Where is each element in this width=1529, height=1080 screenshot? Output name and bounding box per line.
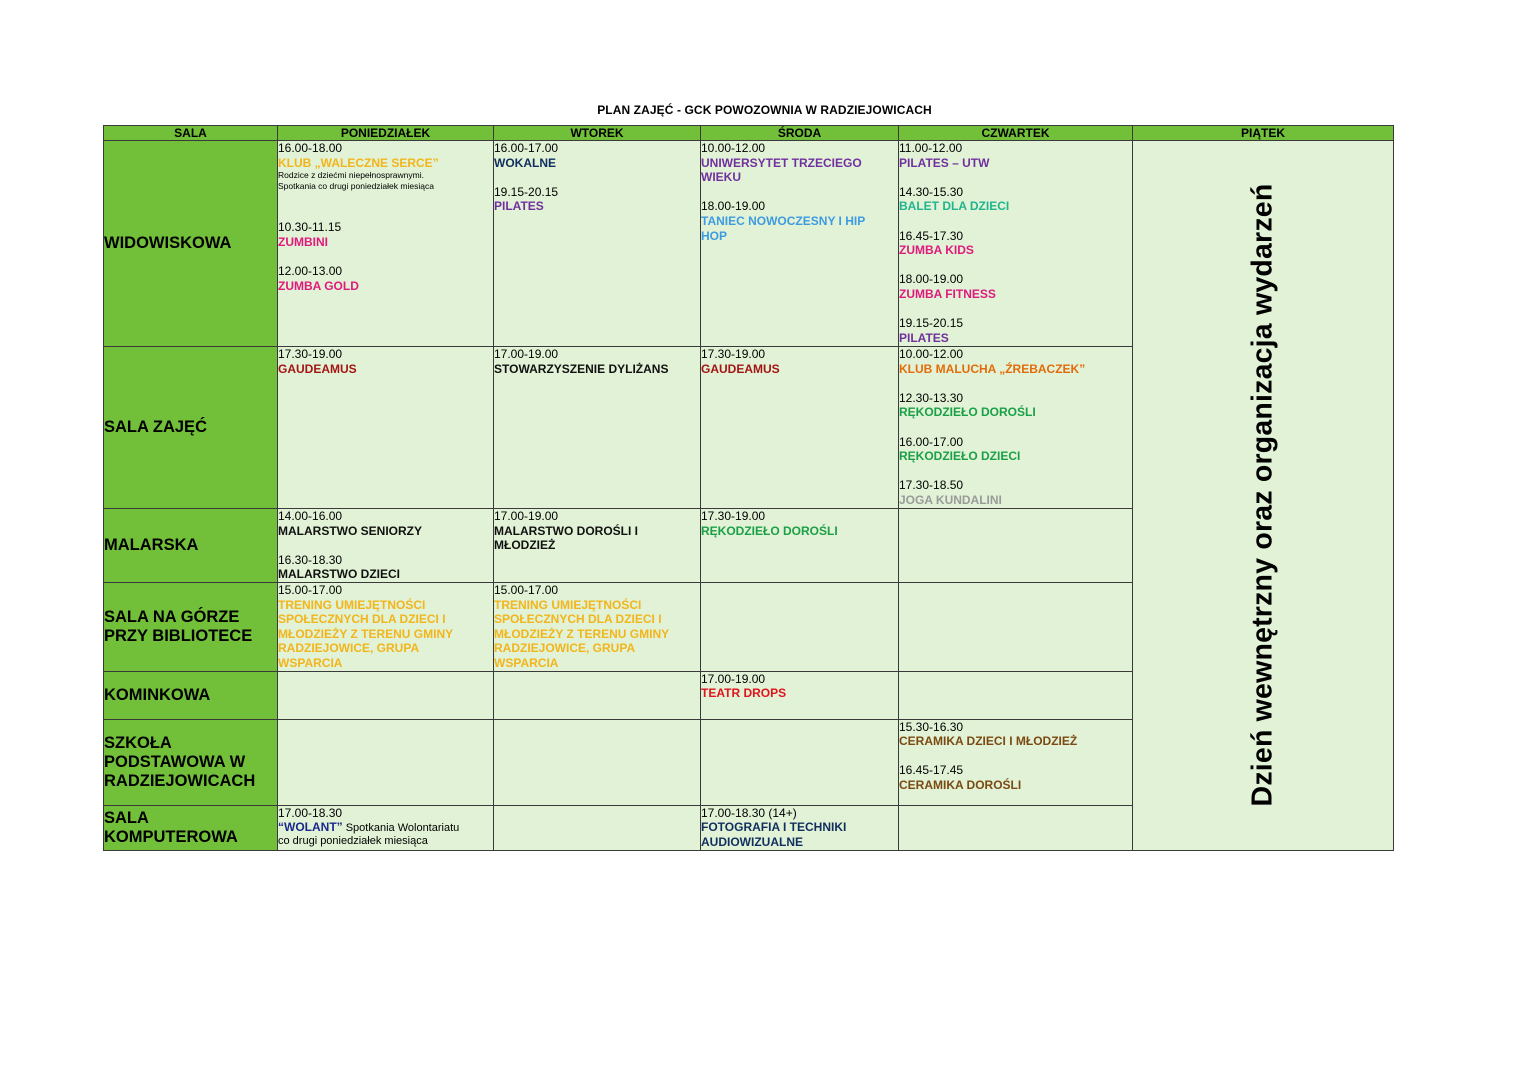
event-name: RADZIEJOWICE, GRUPA	[278, 641, 420, 656]
event	[899, 347, 1132, 376]
event	[494, 347, 700, 376]
cell-szkola-tuesday	[494, 719, 701, 805]
cell-widowiskowa-thursday	[899, 141, 1133, 347]
header-sala: SALA	[104, 126, 278, 141]
room-label: KOMPUTEROWA	[104, 827, 238, 846]
event-name: SPOŁECZNYCH DLA DZIECI I	[278, 612, 446, 627]
event	[278, 553, 493, 582]
event	[494, 185, 700, 214]
cell-kominkowa-thursday	[899, 671, 1133, 719]
room-label: SALA ZAJĘĆ	[104, 418, 207, 436]
event-name: ZUMBA KIDS	[899, 243, 974, 258]
event-time: 17.30-19.00	[701, 347, 766, 361]
cell-malarska-monday	[278, 509, 494, 583]
event	[899, 720, 1132, 749]
event-note: Spotkania co drugi poniedziałek miesiąca	[278, 180, 434, 191]
row-widowiskowa	[104, 141, 1394, 347]
event-time: 17.00-19.00	[494, 509, 559, 523]
cell-sala-na-gorze-wednesday	[701, 583, 899, 672]
event-note: Spotkania Wolontariatu	[345, 822, 460, 835]
event-time: 16.45-17.45	[899, 763, 964, 778]
event-time: 17.00-18.30 (14+)	[701, 805, 797, 820]
header-monday: PONIEDZIAŁEK	[278, 126, 494, 141]
event-time: 12.00-13.00	[278, 263, 343, 278]
event	[899, 435, 1132, 464]
event	[899, 229, 1132, 258]
room-widowiskowa	[104, 141, 278, 347]
event	[494, 509, 700, 553]
cell-komputerowa-tuesday	[494, 805, 701, 850]
room-szkola	[104, 719, 278, 805]
event-name: WSPARCIA	[278, 655, 343, 670]
event-time: 17.00-19.00	[701, 671, 766, 686]
event-name: “WOLANT”	[278, 820, 343, 835]
cell-sala-zajec-monday	[278, 347, 494, 509]
event	[278, 264, 493, 293]
event	[278, 220, 493, 249]
event-name: RADZIEJOWICE, GRUPA	[494, 641, 636, 656]
event-time: 16.00-17.00	[494, 141, 559, 155]
event	[278, 347, 493, 376]
cell-friday	[1133, 141, 1394, 851]
event-note: co drugi poniedziałek miesiąca	[278, 835, 428, 848]
event-name: SPOŁECZNYCH DLA DZIECI I	[494, 612, 662, 627]
cell-sala-na-gorze-monday	[278, 583, 494, 672]
room-label: SALA NA GÓRZE	[104, 607, 240, 626]
friday-note: Dzień wewnętrzny oraz organizacja wydarzeń	[1246, 183, 1279, 807]
event-time: 15.30-16.30	[899, 719, 964, 734]
event-time: 19.15-20.15	[899, 316, 964, 331]
event-name: GAUDEAMUS	[701, 361, 780, 376]
cell-szkola-wednesday	[701, 719, 899, 805]
event-name: MŁODZIEŻ	[494, 538, 556, 553]
event-time: 16.30-18.30	[278, 552, 343, 567]
cell-komputerowa-monday	[278, 805, 494, 850]
event	[899, 316, 1132, 345]
event-name: RĘKODZIEŁO DOROŚLI	[701, 523, 838, 538]
event-name: MALARSTWO SENIORZY	[278, 523, 422, 538]
event	[494, 583, 700, 671]
cell-szkola-monday	[278, 719, 494, 805]
event	[701, 199, 898, 243]
event-time: 17.30-19.00	[278, 347, 343, 361]
event-name: FOTOGRAFIA I TECHNIKI	[701, 820, 847, 835]
event-time: 14.30-15.30	[899, 184, 964, 199]
event-name: WIEKU	[701, 170, 741, 185]
room-sala-na-gorze	[104, 583, 278, 672]
room-label: MALARSKA	[104, 536, 199, 554]
room-label: RADZIEJOWICACH	[104, 771, 256, 790]
event	[701, 141, 898, 185]
event-name: MALARSTWO DZIECI	[278, 567, 400, 582]
header-row	[104, 126, 1394, 141]
event-time: 17.00-18.30	[278, 805, 343, 820]
event-name: HOP	[701, 228, 728, 243]
event	[278, 509, 493, 538]
cell-malarska-tuesday	[494, 509, 701, 583]
event-name: CERAMIKA DOROŚLI	[899, 777, 1022, 792]
header-tuesday: WTOREK	[494, 126, 701, 141]
event-time: 12.30-13.30	[899, 390, 964, 405]
event	[899, 141, 1132, 170]
event-time: 18.00-19.00	[701, 199, 766, 214]
event	[701, 806, 898, 850]
event-time: 15.00-17.00	[278, 583, 343, 597]
room-komputerowa	[104, 805, 278, 850]
cell-widowiskowa-tuesday	[494, 141, 701, 347]
event-name: MŁODZIEŻY Z TERENU GMINY	[278, 626, 454, 641]
event	[899, 763, 1132, 792]
event-time: 10.00-12.00	[899, 347, 964, 361]
cell-szkola-thursday	[899, 719, 1133, 805]
event	[278, 806, 493, 849]
event-name: PILATES – UTW	[899, 155, 990, 170]
header-wednesday: ŚRODA	[701, 126, 899, 141]
event	[701, 672, 898, 701]
event	[701, 347, 898, 376]
cell-sala-na-gorze-thursday	[899, 583, 1133, 672]
event-name: KLUB MALUCHA „ŹREBACZEK”	[899, 361, 1086, 376]
event-time: 16.45-17.30	[899, 228, 964, 243]
cell-komputerowa-thursday	[899, 805, 1133, 850]
event-time: 19.15-20.15	[494, 184, 559, 199]
event-time: 17.00-19.00	[494, 347, 559, 361]
room-label: SALA	[104, 808, 149, 827]
event-name: ZUMBA FITNESS	[899, 286, 996, 301]
event	[899, 185, 1132, 214]
event-name: WOKALNE	[494, 155, 556, 170]
room-malarska	[104, 509, 278, 583]
header-thursday: CZWARTEK	[899, 126, 1133, 141]
event-name: RĘKODZIEŁO DZIECI	[899, 449, 1021, 464]
event-name: TRENING UMIEJĘTNOŚCI	[494, 597, 642, 612]
cell-kominkowa-monday	[278, 671, 494, 719]
room-label: WIDOWISKOWA	[104, 234, 232, 252]
room-label: KOMINKOWA	[104, 685, 211, 704]
cell-sala-zajec-thursday	[899, 347, 1133, 509]
cell-malarska-thursday	[899, 509, 1133, 583]
event-note: Rodzice z dziećmi niepełnosprawnymi.	[278, 170, 424, 181]
event	[278, 583, 493, 671]
cell-malarska-wednesday	[701, 509, 899, 583]
event-time: 17.30-18.50	[899, 478, 964, 493]
event-name: TEATR DROPS	[701, 686, 787, 701]
event-time: 15.00-17.00	[494, 583, 559, 597]
event-name: BALET DLA DZIECI	[899, 199, 1010, 214]
cell-kominkowa-wednesday	[701, 671, 899, 719]
room-label: PODSTAWOWA W	[104, 752, 246, 771]
room-kominkowa	[104, 671, 278, 719]
event-time: 10.30-11.15	[278, 220, 342, 235]
header-friday: PIĄTEK	[1133, 126, 1394, 141]
cell-sala-zajec-tuesday	[494, 347, 701, 509]
schedule-table	[103, 125, 1394, 851]
cell-sala-zajec-wednesday	[701, 347, 899, 509]
event-time: 17.30-19.00	[701, 509, 766, 523]
event-name: PILATES	[899, 330, 949, 345]
event-name: TRENING UMIEJĘTNOŚCI	[278, 597, 426, 612]
event	[899, 272, 1132, 301]
event-name: STOWARZYSZENIE DYLIŻANS	[494, 361, 669, 376]
cell-kominkowa-tuesday	[494, 671, 701, 719]
event-time: 14.00-16.00	[278, 509, 343, 523]
event-name: ZUMBA GOLD	[278, 278, 359, 293]
event-name: AUDIOWIZUALNE	[701, 834, 803, 849]
event-name: KLUB „WALECZNE SERCE”	[278, 155, 439, 170]
event-name: MŁODZIEŻY Z TERENU GMINY	[494, 626, 670, 641]
event-name: GAUDEAMUS	[278, 361, 357, 376]
page-title: PLAN ZAJĘĆ - GCK POWOZOWNIA W RADZIEJOWICACH	[597, 103, 932, 117]
event-name: WSPARCIA	[494, 655, 559, 670]
event-time: 18.00-19.00	[899, 272, 964, 287]
event-name: JOGA KUNDALINI	[899, 492, 1002, 507]
room-label: SZKOŁA	[104, 733, 172, 752]
event	[899, 391, 1132, 420]
event-name: UNIWERSYTET TRZECIEGO	[701, 155, 862, 170]
event-name: RĘKODZIEŁO DOROŚLI	[899, 405, 1036, 420]
event	[701, 509, 898, 538]
event-name: PILATES	[494, 199, 544, 214]
event-name: TANIEC NOWOCZESNY I HIP	[701, 213, 866, 228]
event-name: MALARSTWO DOROŚLI I	[494, 523, 638, 538]
cell-sala-na-gorze-tuesday	[494, 583, 701, 672]
room-sala-zajec	[104, 347, 278, 509]
cell-widowiskowa-monday	[278, 141, 494, 347]
room-label: PRZY BIBLIOTECE	[104, 626, 253, 645]
event-name: ZUMBINI	[278, 234, 328, 249]
event	[278, 141, 493, 191]
event-time: 10.00-12.00	[701, 141, 766, 155]
event-time: 16.00-17.00	[899, 434, 964, 449]
event	[899, 478, 1132, 507]
cell-komputerowa-wednesday	[701, 805, 899, 850]
event-time: 11.00-12.00	[899, 141, 963, 155]
event-name: CERAMIKA DZIECI I MŁODZIEŻ	[899, 734, 1078, 749]
event	[494, 141, 700, 170]
event-time: 16.00-18.00	[278, 141, 343, 155]
cell-widowiskowa-wednesday	[701, 141, 899, 347]
